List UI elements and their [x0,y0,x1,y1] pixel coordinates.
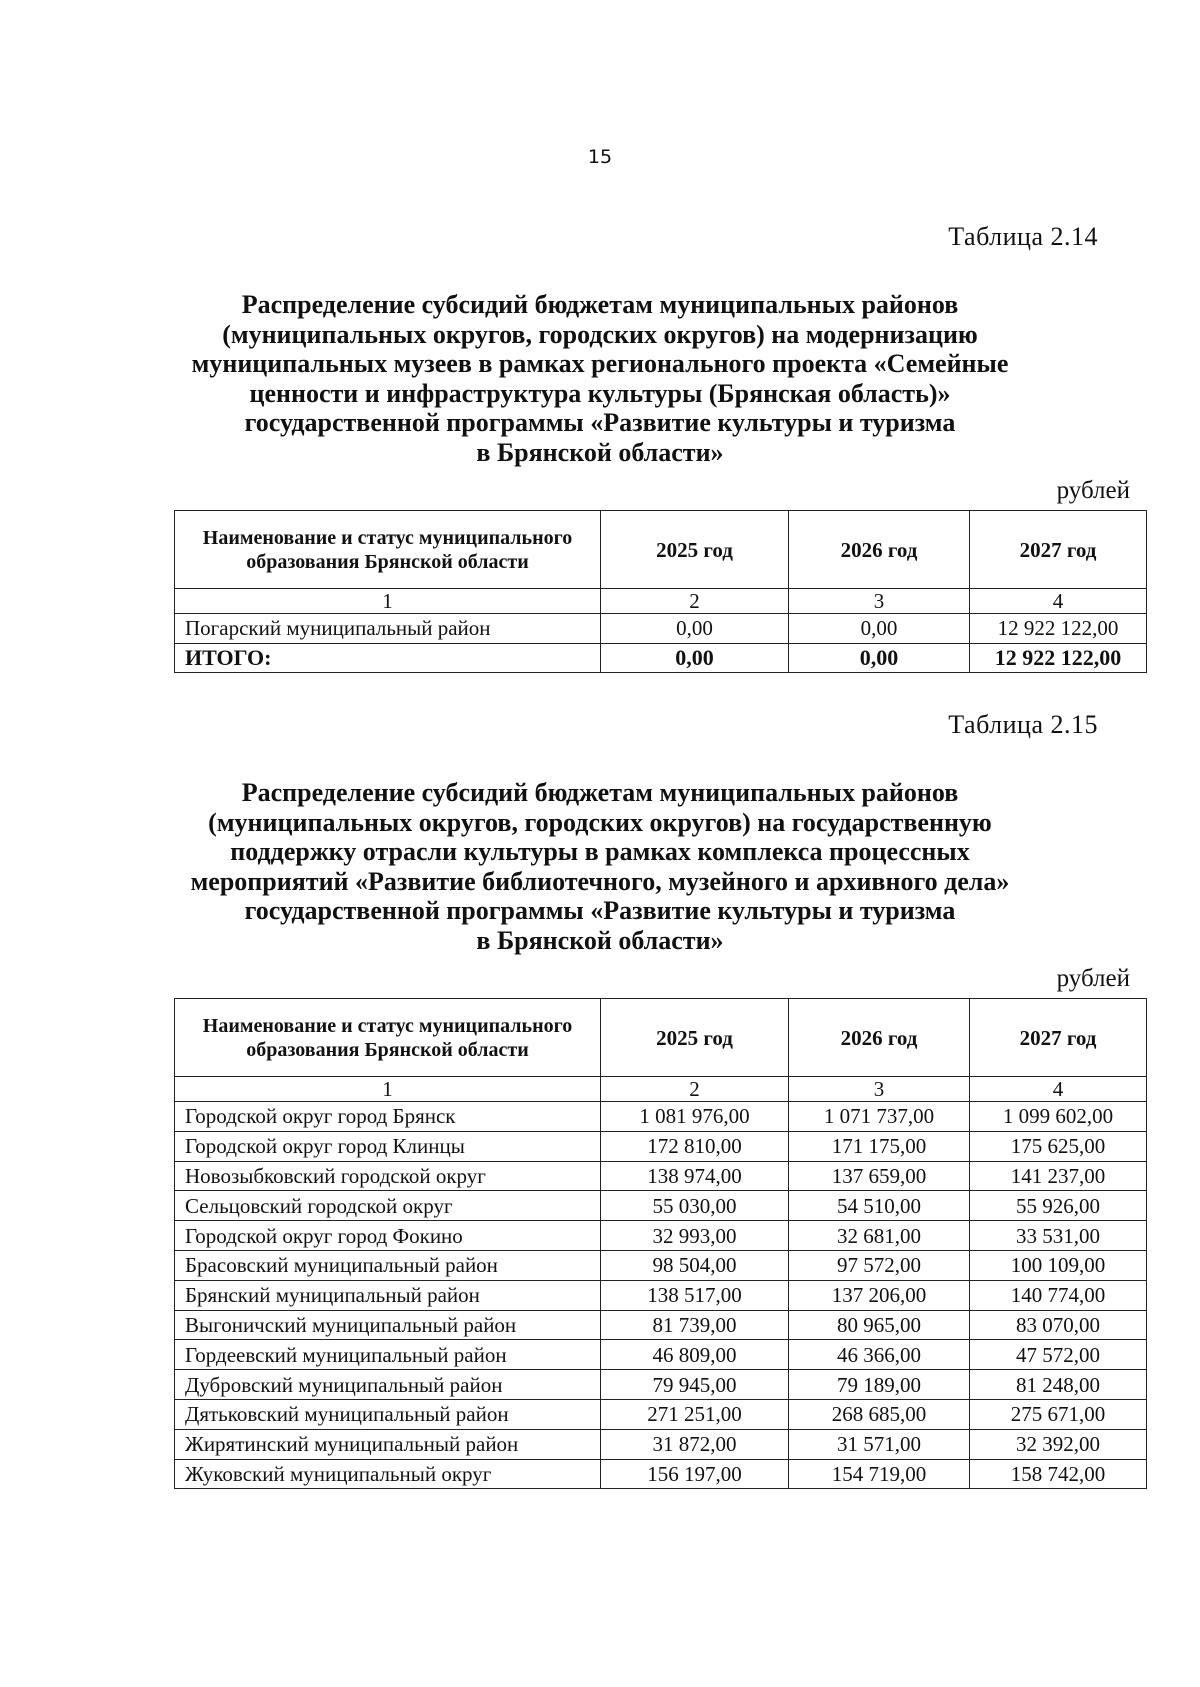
column-header-2027: 2027 год [970,999,1147,1077]
value-2025: 55 030,00 [601,1191,789,1221]
value-2025: 156 197,00 [601,1459,789,1489]
column-header-name: Наименование и статус муниципального образования Брянской области [175,511,601,589]
value-2025: 46 809,00 [601,1340,789,1370]
title-line: Распределение субсидий бюджетам муниципальных районов [241,290,959,319]
header-row [175,999,1147,1077]
value-2027: 275 671,00 [970,1399,1147,1429]
value-2026: 0,00 [789,614,970,644]
municipality-name: Новозыбковский городской округ [175,1161,601,1191]
subsidy-table-2-14 [174,510,1147,673]
value-2025: 172 810,00 [601,1131,789,1161]
value-2027: 81 248,00 [970,1370,1147,1400]
title-line: (муниципальных округов, городских округов) на государственную [208,807,992,837]
municipality-name: Сельцовский городской округ [175,1191,601,1221]
value-2027: 33 531,00 [970,1221,1147,1251]
table-row [175,1191,1147,1221]
table-row [175,1161,1147,1191]
total-label: ИТОГО: [175,643,601,672]
value-2027: 83 070,00 [970,1310,1147,1340]
column-number: 1 [175,1077,601,1102]
municipality-name: Дубровский муниципальный район [175,1370,601,1400]
value-2027: 140 774,00 [970,1280,1147,1310]
total-2026: 0,00 [789,643,970,672]
value-2025: 138 974,00 [601,1161,789,1191]
column-header-name: Наименование и статус муниципального образования Брянской области [175,999,601,1077]
table-title [150,778,1050,955]
table-label: Таблица 2.15 [948,710,1098,739]
table-row [175,1280,1147,1310]
value-2027: 32 392,00 [970,1429,1147,1459]
header-row [175,511,1147,589]
column-number: 1 [175,589,601,614]
column-header-2025: 2025 год [601,999,789,1077]
municipality-name: Погарский муниципальный район [175,614,601,644]
municipality-name: Брянский муниципальный район [175,1280,601,1310]
municipality-name: Городской округ город Фокино [175,1221,601,1251]
municipality-name: Дятьковский муниципальный район [175,1399,601,1429]
table-row [175,1370,1147,1400]
title-line: ценности и инфраструктура культуры (Брянская область)» [249,378,951,408]
value-2027: 1 099 602,00 [970,1102,1147,1132]
value-2027: 100 109,00 [970,1250,1147,1280]
value-2026: 54 510,00 [789,1191,970,1221]
table-row [175,1459,1147,1489]
value-2027: 175 625,00 [970,1131,1147,1161]
value-2026: 46 366,00 [789,1340,970,1370]
value-2026: 137 206,00 [789,1280,970,1310]
value-2026: 32 681,00 [789,1221,970,1251]
table-label: Таблица 2.14 [948,222,1098,251]
table-body [175,1102,1147,1489]
value-2025: 0,00 [601,614,789,644]
value-2026: 97 572,00 [789,1250,970,1280]
column-header-2026: 2026 год [789,999,970,1077]
column-number: 3 [789,1077,970,1102]
value-2026: 171 175,00 [789,1131,970,1161]
municipality-name: Городской округ город Брянск [175,1102,601,1132]
column-number: 2 [601,1077,789,1102]
municipality-name: Жуковский муниципальный округ [175,1459,601,1489]
total-2027: 12 922 122,00 [970,643,1147,672]
column-number-row [175,589,1147,614]
column-number: 3 [789,589,970,614]
table-row [175,1131,1147,1161]
title-line: в Брянской области» [476,437,724,467]
column-number: 4 [970,1077,1147,1102]
value-2025: 1 081 976,00 [601,1102,789,1132]
title-line: муниципальных музеев в рамках регионального проекта «Семейные [191,349,1009,378]
value-2026: 268 685,00 [789,1399,970,1429]
value-2026: 79 189,00 [789,1370,970,1400]
municipality-name: Жирятинский муниципальный район [175,1429,601,1459]
column-number-row [175,1077,1147,1102]
value-2026: 137 659,00 [789,1161,970,1191]
column-header-2025: 2025 год [601,511,789,589]
value-2027: 141 237,00 [970,1161,1147,1191]
value-2025: 81 739,00 [601,1310,789,1340]
subsidy-table-2-15 [174,998,1147,1489]
total-2025: 0,00 [601,643,789,672]
column-header-2027: 2027 год [970,511,1147,589]
table-row [175,1340,1147,1370]
value-2025: 79 945,00 [601,1370,789,1400]
value-2025: 32 993,00 [601,1221,789,1251]
value-2026: 1 071 737,00 [789,1102,970,1132]
table-title [150,290,1050,467]
table-row [175,1102,1147,1132]
title-line: Распределение субсидий бюджетам муниципальных районов [241,778,959,807]
value-2025: 98 504,00 [601,1250,789,1280]
table-row [175,614,1147,644]
table-row [175,1399,1147,1429]
value-2027: 12 922 122,00 [970,614,1147,644]
value-2026: 80 965,00 [789,1310,970,1340]
table-row [175,1429,1147,1459]
title-line: государственной программы «Развитие культуры и туризма [244,896,956,925]
column-number: 4 [970,589,1147,614]
unit-label: рублей [1056,477,1130,504]
value-2025: 271 251,00 [601,1399,789,1429]
value-2025: 31 872,00 [601,1429,789,1459]
value-2026: 31 571,00 [789,1429,970,1459]
municipality-name: Гордеевский муниципальный район [175,1340,601,1370]
title-line: государственной программы «Развитие культуры и туризма [244,408,956,437]
value-2026: 154 719,00 [789,1459,970,1489]
value-2027: 158 742,00 [970,1459,1147,1489]
column-number: 2 [601,589,789,614]
municipality-name: Брасовский муниципальный район [175,1250,601,1280]
municipality-name: Городской округ город Клинцы [175,1131,601,1161]
unit-label: рублей [1056,965,1130,992]
title-line: в Брянской области» [476,925,724,955]
title-line: поддержку отрасли культуры в рамках комплекса процессных [230,837,970,866]
title-line: (муниципальных округов, городских округов) на модернизацию [222,319,978,349]
table-row [175,1310,1147,1340]
table-row [175,1250,1147,1280]
municipality-name: Выгоничский муниципальный район [175,1310,601,1340]
column-header-2026: 2026 год [789,511,970,589]
table-row [175,1221,1147,1251]
value-2027: 47 572,00 [970,1340,1147,1370]
value-2027: 55 926,00 [970,1191,1147,1221]
total-row [175,643,1147,672]
page-number: 15 [587,146,613,168]
value-2025: 138 517,00 [601,1280,789,1310]
title-line: мероприятий «Развитие библиотечного, музейного и архивного дела» [190,866,1010,896]
